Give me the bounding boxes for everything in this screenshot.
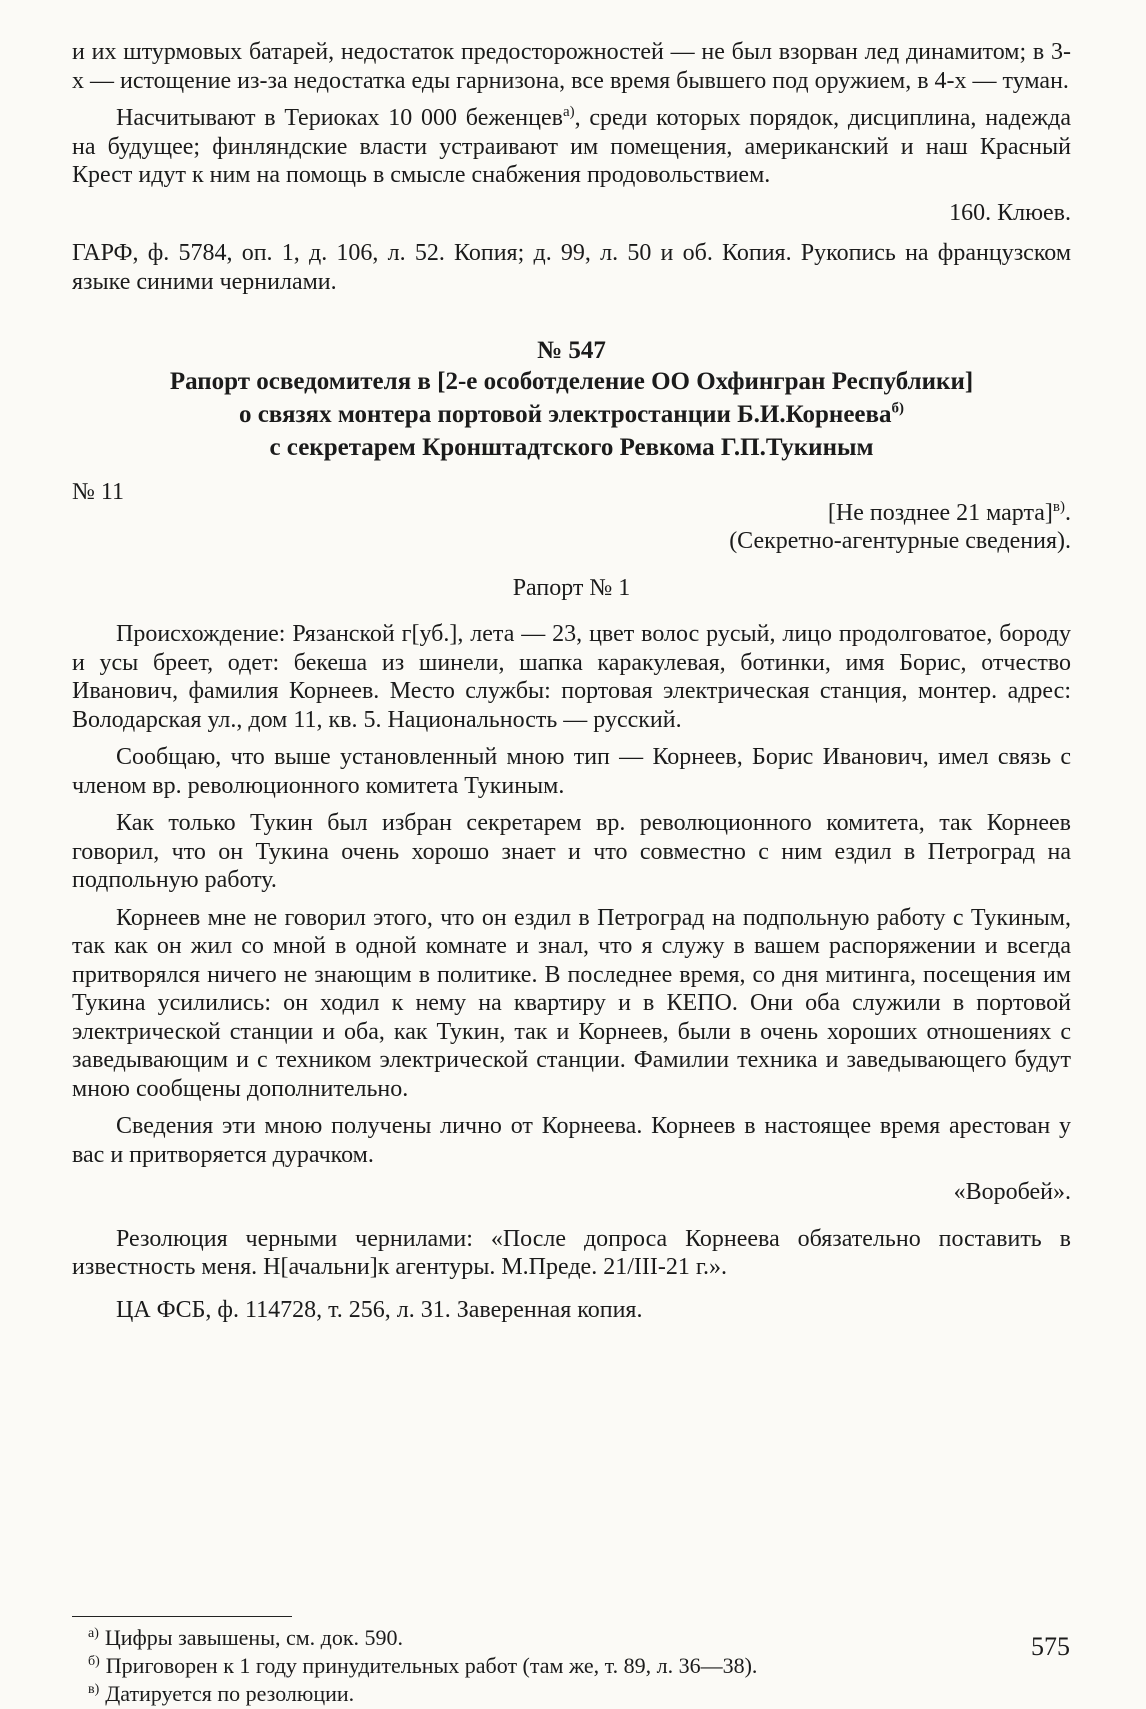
footnote-item: $^{в)}$ Датируется по резолюции. <box>88 1681 355 1706</box>
body-paragraph: Корнеев мне не говорил этого, что он ездил в Петроград на подпольную работу с Тукиным, так как он жил со мной в одной комнате и знал, что я служу в вашем распоряжении и всегда притворялся ничего не знающим в политике. В последнее время, со дня митинга, посещения им Тукина усилились: он ходил к нему на квартиру и в КЕПО. Они оба служили в портовой электрической станции и оба, как Тукин, так и Корнеев, были в очень хороших отношениях с заведывающим и с техником электрической станции. Фамилии техника и заведывающего будут мною сообщены дополнительно. <box>72 904 1071 1102</box>
archive-source: ЦА ФСБ, ф. 114728, т. 256, л. 31. Заверенная копия. <box>116 1296 643 1323</box>
continued-paragraph: и их штурмовых батарей, недостаток предосторожностей — не был взорван лед динамитом; в 3-х — истощение из-за недостатка еды гарнизона, все время бывшего под оружием, в 4-х — туман. <box>72 39 1071 94</box>
footnotes <box>88 1625 1068 1709</box>
body-paragraph: Происхождение: Рязанской г[уб.], лета — 23, цвет волос русый, лицо продолговатое, бороду и усы бреет, одет: бекеша из шинели, шапка каракулевая, ботинки, имя Борис, отчество Иванович, фамилия Корнеев. Место службы: портовая электрическая станция, монтер. адрес: Володарская ул., дом 11, кв. 5. Национальность — русский. <box>72 621 1071 733</box>
report-heading: Рапорт № 1 <box>512 574 631 601</box>
title-line-1: Рапорт осведомителя в [2-е особотделение ОО Охфингран Республики] <box>169 368 974 395</box>
document-date: [Не позднее 21 марта]$^{в)}$. <box>827 498 1071 526</box>
footnote-ref-c: в) <box>1052 498 1065 515</box>
document-number: № 547 <box>537 337 606 364</box>
document-page <box>72 38 1071 1324</box>
footnote-item: $^{а)}$ Цифры завышены, см. док. 590. <box>88 1625 404 1650</box>
informant-signature: «Воробей». <box>953 1179 1071 1205</box>
footnote-ref-b: б) <box>891 400 905 417</box>
body-paragraph: Как только Тукин был избран секретарем вр. революционного комитета, так Корнеев говорил, что он Тукина очень хорошо знает и что совместно с ним ездил в Петроград на подпольную работу. <box>72 810 1071 893</box>
footnote-ref-a: а) <box>562 104 575 120</box>
prev-doc-signature: 160. Клюев. <box>949 199 1071 226</box>
body-paragraph: Сведения эти мною получены лично от Корнеева. Корнеев в настоящее время арестован у вас и притворяется дурачком. <box>72 1113 1071 1168</box>
prev-doc-source: ГАРФ, ф. 5784, оп. 1, д. 106, л. 52. Копия; д. 99, л. 50 и об. Копия. Рукопись на французском языке синими чернилами. <box>72 240 1071 295</box>
page-number: 575 <box>1031 1632 1070 1661</box>
footnote-divider <box>72 1616 292 1617</box>
resolution-note: Резолюция черными чернилами: «После допроса Корнеева обязательно поставить в известность меня. Н[ачальни]к агентуры. М.Преде. 21/III-21 г.». <box>72 1225 1071 1280</box>
body-paragraph: Сообщаю, что выше установленный мною тип — Корнеев, Борис Иванович, имел связь с членом вр. революционного комитета Тукиным. <box>72 744 1071 799</box>
refugees-paragraph: Насчитывают в Териоках 10 000 беженцев$^{а)}$, среди которых порядок, дисциплина, надежда на будущее; финляндские власти устраивают им помещения, американский и наш Красный Крест идут к ним на помощь в смысле снабжения продовольствием. <box>72 104 1071 188</box>
title-line-2: о связях монтера портовой электростанции Б.И.Корнеева$^{б)}$ <box>238 400 905 428</box>
footnote-item: $^{б)}$ Приговорен к 1 году принудительных работ (там же, т. 89, л. 36—38). <box>88 1653 758 1678</box>
title-line-3: с секретарем Кронштадтского Ревкома Г.П.Тукиным <box>269 434 874 461</box>
secrecy-note: (Секретно-агентурные сведения). <box>729 528 1071 554</box>
reference-number: № 11 <box>72 479 125 505</box>
document-title <box>72 365 1071 464</box>
